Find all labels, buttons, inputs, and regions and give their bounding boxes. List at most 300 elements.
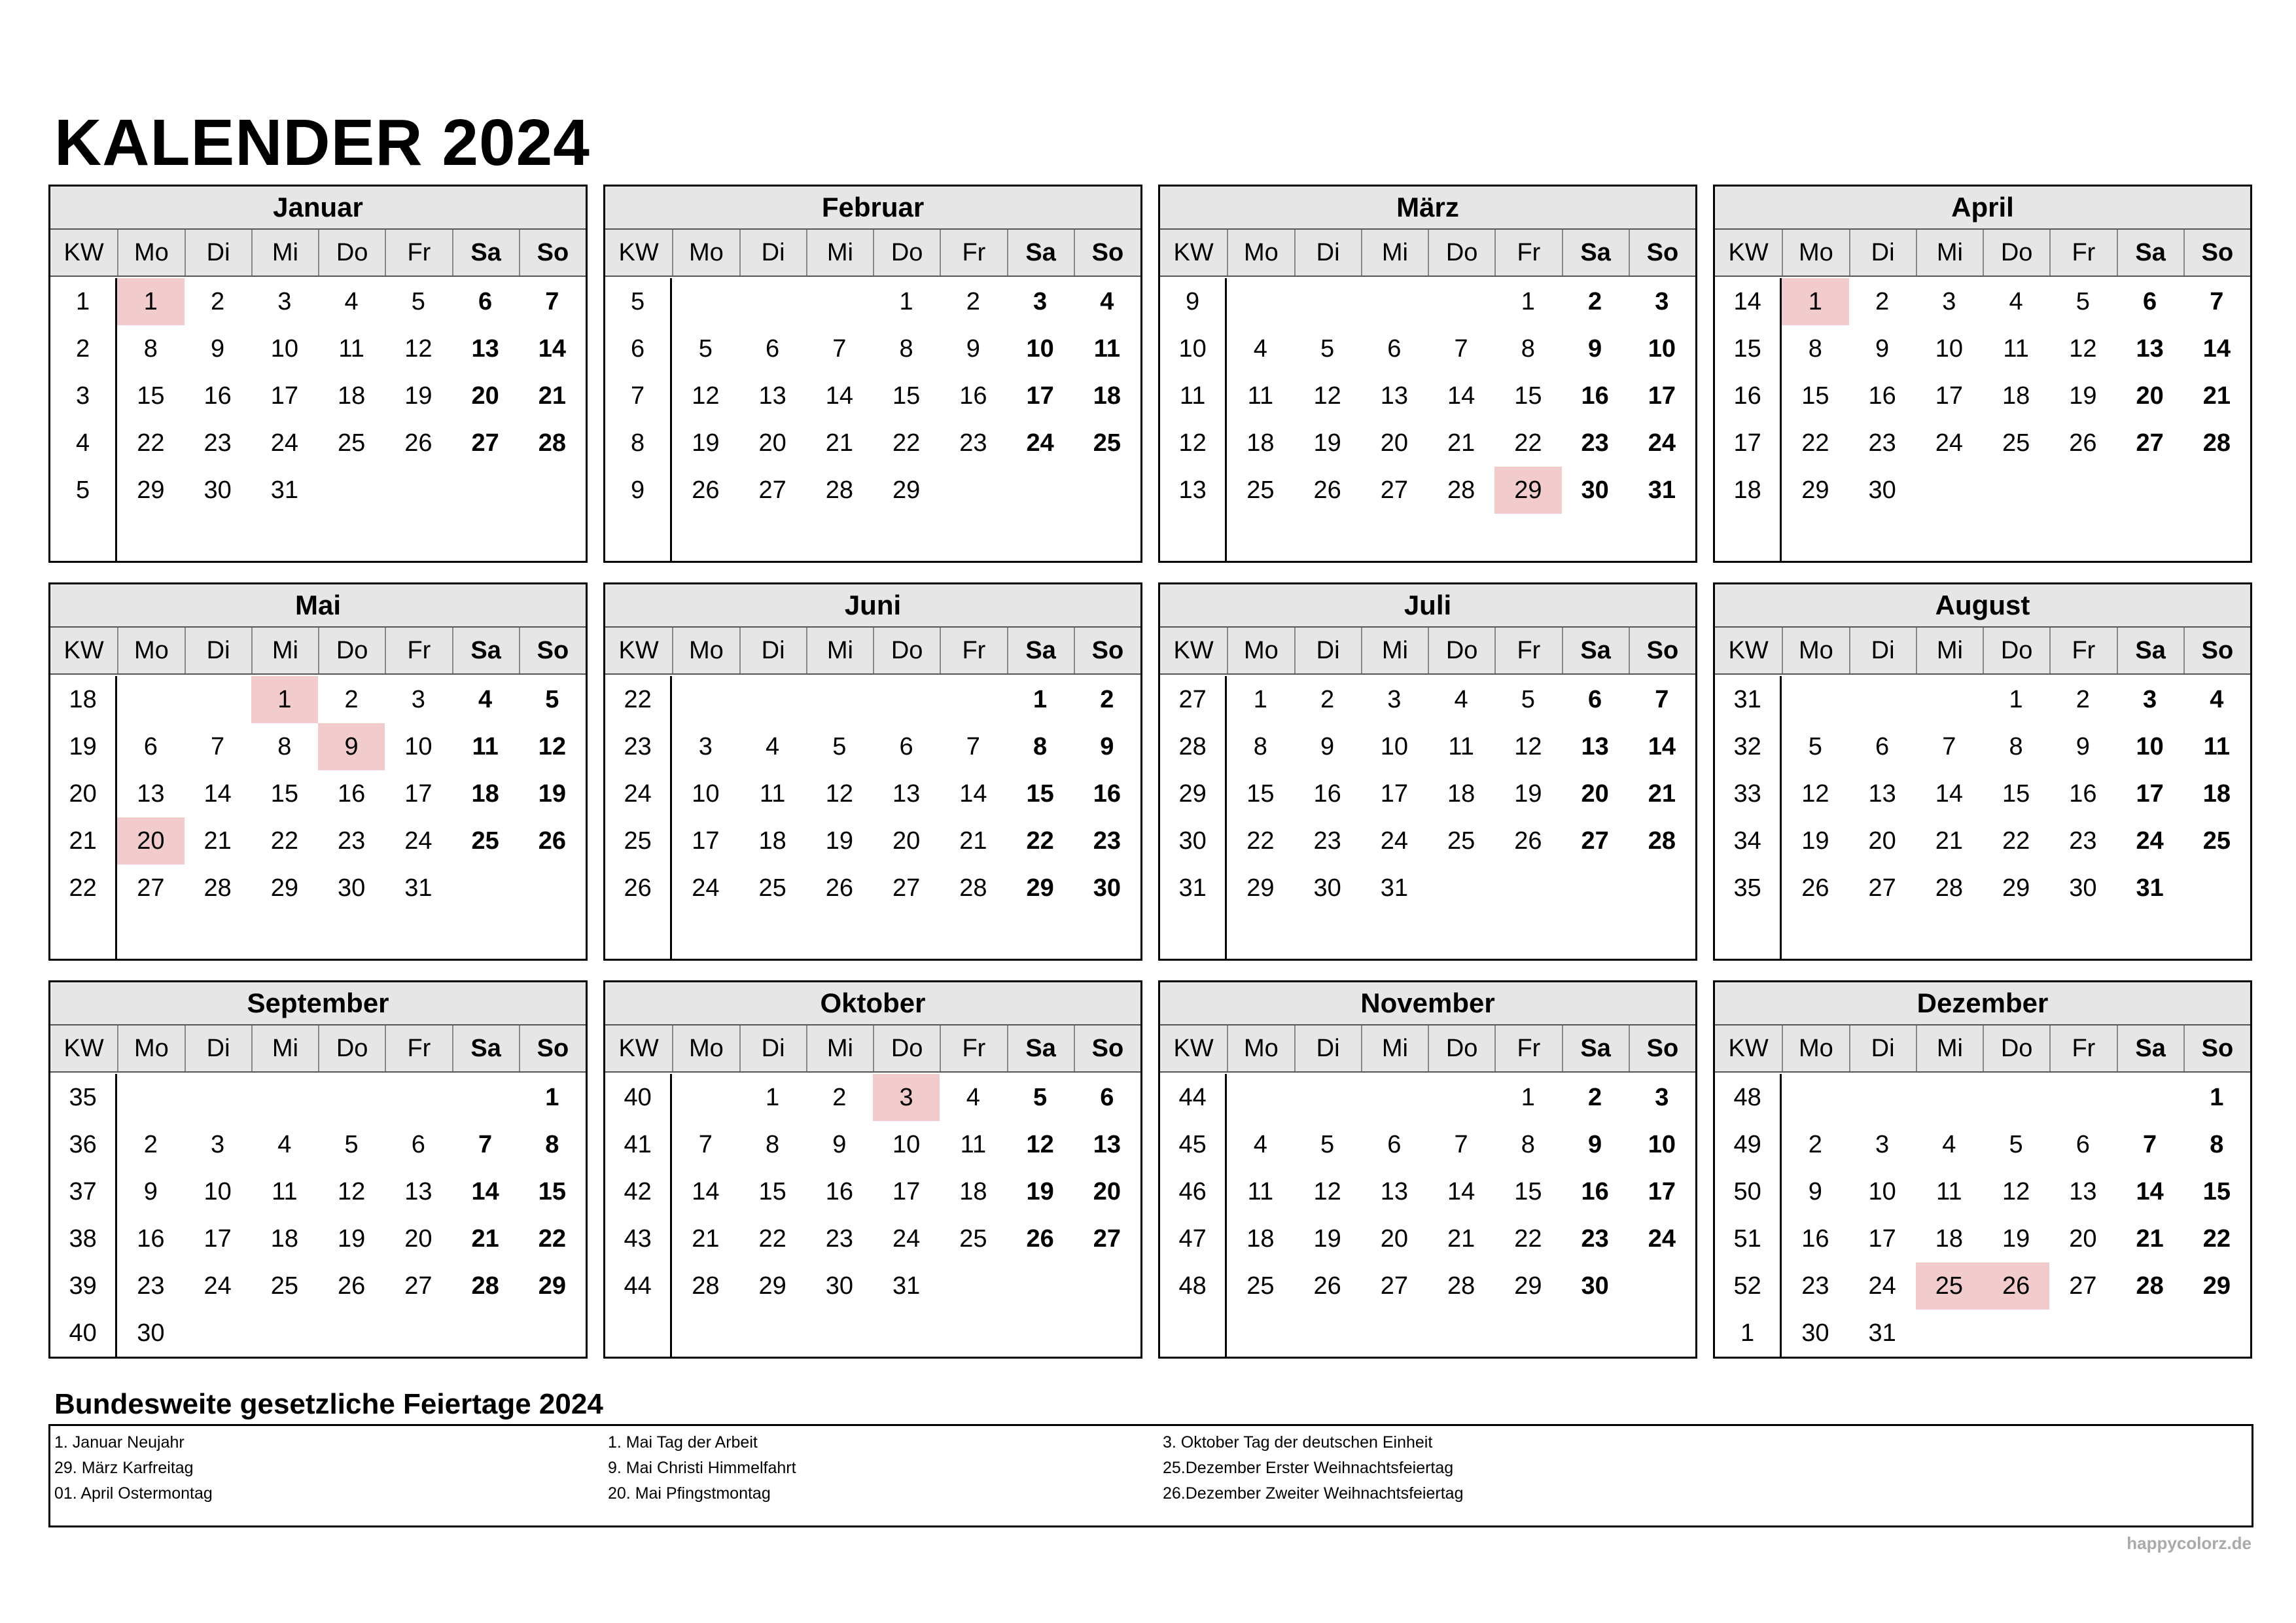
day-cell: 29	[2202, 1272, 2231, 1300]
day-cell	[1849, 514, 1916, 561]
week-number: 51	[1715, 1215, 1782, 1262]
day-cell: 5	[1521, 685, 1535, 713]
day-cell: 29	[758, 1272, 786, 1300]
week-number: 34	[1715, 817, 1782, 865]
weekday-header: Mi	[806, 230, 873, 276]
week-number	[50, 912, 117, 959]
week-number-header: KW	[1160, 628, 1227, 673]
day-cell: 21	[2136, 1224, 2164, 1253]
day-cell	[1428, 1310, 1494, 1357]
day-cell: 12	[2069, 334, 2097, 363]
day-cell	[1983, 912, 2049, 959]
month-days	[1715, 1073, 2250, 1357]
day-cell	[739, 514, 806, 561]
day-cell: 16	[337, 779, 366, 808]
day-cell: 21	[692, 1224, 720, 1253]
weekday-header: Mo	[1782, 1026, 1848, 1071]
day-cell: 26	[692, 476, 720, 504]
month-2	[1158, 185, 1697, 563]
day-cell: 16	[1313, 779, 1341, 808]
day-cell: 4	[277, 1130, 292, 1158]
day-cell	[318, 467, 385, 514]
month-name: Januar	[50, 187, 586, 230]
day-cell: 3	[1875, 1130, 1890, 1158]
day-cell	[1782, 1074, 1848, 1121]
day-cell: 27	[1380, 476, 1409, 504]
day-cell: 8	[1033, 732, 1048, 760]
weekday-header: Sa	[452, 628, 519, 673]
day-cell: 23	[1581, 429, 1609, 457]
weekday-header: So	[1074, 1026, 1140, 1071]
holiday-day-cell: 3	[873, 1074, 940, 1121]
day-cell: 27	[471, 429, 499, 457]
day-cell: 6	[1387, 1130, 1402, 1158]
weekday-header: Do	[318, 230, 385, 276]
week-number: 37	[50, 1168, 117, 1215]
week-number: 25	[605, 817, 672, 865]
week-number: 40	[50, 1310, 117, 1357]
day-cell	[873, 514, 940, 561]
day-cell: 22	[2202, 1224, 2231, 1253]
day-cell: 16	[2069, 779, 2097, 808]
day-cell: 2	[1588, 1083, 1602, 1111]
day-cell: 18	[1447, 779, 1475, 808]
day-cell	[2049, 1074, 2116, 1121]
day-cell: 28	[1447, 1272, 1475, 1300]
day-cell: 11	[1247, 382, 1274, 410]
day-cell	[519, 514, 586, 561]
weekday-header: Mi	[251, 230, 318, 276]
day-cell: 28	[1648, 827, 1676, 855]
week-number: 31	[1160, 865, 1227, 912]
day-cell: 16	[959, 382, 987, 410]
day-cell: 19	[538, 779, 567, 808]
day-cell	[672, 912, 739, 959]
weekday-header: Mo	[672, 1026, 739, 1071]
weekday-header-row	[1160, 1026, 1695, 1073]
week-number: 23	[605, 723, 672, 770]
day-cell: 19	[2069, 382, 2097, 410]
day-cell: 13	[1380, 1177, 1409, 1205]
day-cell: 27	[892, 874, 921, 902]
weekday-header: Mo	[1227, 628, 1294, 673]
day-cell	[1428, 865, 1494, 912]
day-cell: 4	[344, 287, 359, 315]
day-cell	[1983, 1310, 2049, 1357]
week-number: 48	[1160, 1262, 1227, 1310]
week-number: 45	[1160, 1121, 1227, 1168]
weekday-header: Mo	[672, 628, 739, 673]
week-number: 50	[1715, 1168, 1782, 1215]
day-cell: 7	[2210, 287, 2224, 315]
day-cell	[1494, 912, 1561, 959]
weekday-header: Do	[1428, 1026, 1494, 1071]
day-cell: 26	[2069, 429, 2097, 457]
day-cell: 22	[1026, 827, 1054, 855]
day-cell: 13	[404, 1177, 433, 1205]
day-cell: 20	[892, 827, 921, 855]
week-number: 35	[1715, 865, 1782, 912]
weekday-header: Mi	[1361, 628, 1428, 673]
day-cell: 9	[2075, 732, 2090, 760]
day-cell: 7	[478, 1130, 493, 1158]
day-cell	[318, 514, 385, 561]
day-cell: 16	[825, 1177, 854, 1205]
day-cell: 14	[471, 1177, 499, 1205]
week-number-header: KW	[1160, 1026, 1227, 1071]
day-cell: 30	[137, 1319, 165, 1347]
month-9	[603, 980, 1142, 1359]
holiday-entry: 1. Januar Neujahr	[54, 1433, 185, 1452]
day-cell: 31	[270, 476, 299, 504]
week-number: 18	[1715, 467, 1782, 514]
day-cell	[806, 514, 873, 561]
day-cell: 18	[2002, 382, 2030, 410]
holiday-day-cell: 9	[318, 723, 385, 770]
day-cell: 26	[538, 827, 567, 855]
day-cell: 8	[899, 334, 913, 363]
month-name: Oktober	[605, 982, 1140, 1026]
week-number: 22	[605, 676, 672, 723]
day-cell	[117, 1074, 184, 1121]
day-cell: 29	[1801, 476, 1829, 504]
day-cell: 15	[1514, 1177, 1542, 1205]
day-cell	[1562, 514, 1629, 561]
day-cell: 28	[1447, 476, 1475, 504]
day-cell	[185, 1310, 251, 1357]
week-number: 47	[1160, 1215, 1227, 1262]
day-cell: 15	[538, 1177, 567, 1205]
day-cell	[1782, 676, 1848, 723]
day-cell: 12	[2002, 1177, 2030, 1205]
day-cell: 7	[1655, 685, 1669, 713]
holiday-day-cell: 1	[251, 676, 318, 723]
day-cell	[1294, 278, 1361, 325]
day-cell: 17	[1935, 382, 1964, 410]
day-cell	[1629, 1262, 1695, 1310]
day-cell: 15	[270, 779, 299, 808]
day-cell: 4	[1942, 1130, 1956, 1158]
day-cell: 15	[2002, 779, 2030, 808]
day-cell: 15	[892, 382, 921, 410]
day-cell: 8	[1808, 334, 1822, 363]
day-cell	[2049, 467, 2116, 514]
day-cell	[251, 1310, 318, 1357]
day-cell: 27	[1093, 1224, 1122, 1253]
month-8	[48, 980, 588, 1359]
week-number: 49	[1715, 1121, 1782, 1168]
weekday-header: Mi	[1361, 1026, 1428, 1071]
day-cell: 21	[2202, 382, 2231, 410]
weekday-header: Mo	[1782, 628, 1848, 673]
day-cell	[940, 676, 1006, 723]
day-cell: 2	[1875, 287, 1890, 315]
day-cell: 10	[1935, 334, 1964, 363]
weekday-header: Fr	[1494, 1026, 1561, 1071]
day-cell: 27	[1868, 874, 1896, 902]
week-number: 9	[1160, 278, 1227, 325]
weekday-header: Do	[1428, 628, 1494, 673]
day-cell: 21	[203, 827, 232, 855]
month-name: April	[1715, 187, 2250, 230]
day-cell: 26	[825, 874, 854, 902]
day-cell: 20	[471, 382, 499, 410]
week-number: 4	[50, 419, 117, 467]
day-cell: 19	[1313, 429, 1341, 457]
day-cell	[1916, 514, 1983, 561]
day-cell: 22	[892, 429, 921, 457]
day-cell: 31	[404, 874, 433, 902]
day-cell: 26	[404, 429, 433, 457]
day-cell: 19	[1514, 779, 1542, 808]
day-cell: 17	[404, 779, 433, 808]
day-cell: 23	[959, 429, 987, 457]
day-cell	[1294, 514, 1361, 561]
day-cell	[2183, 514, 2250, 561]
day-cell: 5	[698, 334, 713, 363]
day-cell: 10	[270, 334, 299, 363]
day-cell: 29	[2002, 874, 2030, 902]
day-cell: 12	[404, 334, 433, 363]
weekday-header: Di	[1849, 1026, 1916, 1071]
week-number: 5	[50, 467, 117, 514]
weekday-header-row	[1160, 230, 1695, 277]
day-cell: 5	[1033, 1083, 1048, 1111]
day-cell: 26	[1514, 827, 1542, 855]
weekday-header: Fr	[2049, 1026, 2116, 1071]
day-cell: 3	[1942, 287, 1956, 315]
footer-credit: happycolorz.de	[2127, 1533, 2252, 1553]
day-cell: 14	[692, 1177, 720, 1205]
day-cell: 5	[1320, 1130, 1335, 1158]
day-cell: 17	[1868, 1224, 1896, 1253]
day-cell: 1	[766, 1083, 780, 1111]
month-name: März	[1160, 187, 1695, 230]
day-cell: 15	[1801, 382, 1829, 410]
day-cell: 2	[1808, 1130, 1822, 1158]
week-number: 44	[1160, 1074, 1227, 1121]
day-cell: 1	[899, 287, 913, 315]
weekday-header: Fr	[385, 628, 451, 673]
day-cell: 14	[203, 779, 232, 808]
day-cell: 28	[2136, 1272, 2164, 1300]
day-cell	[251, 514, 318, 561]
weekday-header: Fr	[2049, 628, 2116, 673]
day-cell: 2	[832, 1083, 847, 1111]
week-number-header: KW	[605, 230, 672, 276]
day-cell: 30	[1801, 1319, 1829, 1347]
day-cell	[2049, 1310, 2116, 1357]
day-cell: 12	[1801, 779, 1829, 808]
day-cell	[452, 1310, 519, 1357]
day-cell: 22	[2002, 827, 2030, 855]
day-cell: 20	[1581, 779, 1609, 808]
month-days	[50, 1073, 586, 1357]
weekday-header: Di	[1849, 230, 1916, 276]
day-cell: 21	[1447, 429, 1475, 457]
day-cell: 8	[766, 1130, 780, 1158]
month-3	[1713, 185, 2252, 563]
day-cell: 20	[758, 429, 786, 457]
holidays-box	[48, 1424, 2253, 1527]
day-cell	[1361, 514, 1428, 561]
day-cell: 24	[404, 827, 433, 855]
day-cell	[1294, 1074, 1361, 1121]
day-cell: 9	[1588, 1130, 1602, 1158]
weekday-header: Mi	[1916, 1026, 1983, 1071]
weekday-header: Mo	[117, 628, 184, 673]
weekday-header-row	[50, 628, 586, 675]
day-cell	[1629, 1310, 1695, 1357]
day-cell	[1983, 467, 2049, 514]
holiday-day-cell: 1	[1782, 278, 1848, 325]
day-cell: 29	[270, 874, 299, 902]
day-cell: 6	[411, 1130, 425, 1158]
day-cell	[1074, 467, 1140, 514]
day-cell: 16	[1868, 382, 1896, 410]
day-cell: 28	[1935, 874, 1964, 902]
week-number: 1	[1715, 1310, 1782, 1357]
weekday-header: Do	[1428, 230, 1494, 276]
day-cell: 22	[1514, 429, 1542, 457]
week-number: 36	[50, 1121, 117, 1168]
day-cell: 9	[1100, 732, 1114, 760]
day-cell: 7	[545, 287, 559, 315]
day-cell	[2117, 467, 2183, 514]
day-cell: 15	[758, 1177, 786, 1205]
day-cell: 18	[1246, 429, 1275, 457]
day-cell: 9	[1588, 334, 1602, 363]
day-cell	[251, 1074, 318, 1121]
day-cell: 28	[2202, 429, 2231, 457]
weekday-header: Fr	[940, 628, 1006, 673]
week-number: 39	[50, 1262, 117, 1310]
day-cell: 18	[337, 382, 366, 410]
day-cell: 12	[1026, 1130, 1054, 1158]
day-cell: 17	[203, 1224, 232, 1253]
month-days	[50, 277, 586, 561]
weekday-header: Mi	[251, 1026, 318, 1071]
day-cell: 13	[892, 779, 921, 808]
day-cell: 2	[1320, 685, 1335, 713]
week-number: 29	[1160, 770, 1227, 817]
day-cell: 17	[892, 1177, 921, 1205]
week-number: 12	[1160, 419, 1227, 467]
day-cell: 15	[137, 382, 165, 410]
day-cell	[1428, 912, 1494, 959]
weekday-header-row	[1715, 628, 2250, 675]
week-number: 48	[1715, 1074, 1782, 1121]
day-cell: 3	[1655, 1083, 1669, 1111]
week-number: 5	[605, 278, 672, 325]
day-cell	[940, 1310, 1006, 1357]
day-cell	[185, 912, 251, 959]
day-cell: 21	[1648, 779, 1676, 808]
day-cell: 18	[758, 827, 786, 855]
day-cell: 8	[277, 732, 292, 760]
day-cell	[2117, 514, 2183, 561]
holiday-day-cell: 29	[1494, 467, 1561, 514]
week-number: 35	[50, 1074, 117, 1121]
holidays-column-1	[54, 1430, 213, 1507]
month-days	[605, 277, 1140, 561]
weekday-header: Fr	[385, 1026, 451, 1071]
weekday-header: Do	[873, 230, 940, 276]
month-name: Februar	[605, 187, 1140, 230]
week-number: 33	[1715, 770, 1782, 817]
day-cell	[2117, 1310, 2183, 1357]
week-number: 1	[50, 278, 117, 325]
day-cell: 23	[337, 827, 366, 855]
day-cell: 10	[203, 1177, 232, 1205]
day-cell	[1227, 1310, 1294, 1357]
week-number-header: KW	[605, 628, 672, 673]
day-cell: 23	[203, 429, 232, 457]
day-cell: 24	[692, 874, 720, 902]
month-days	[1160, 675, 1695, 959]
holiday-entry: 3. Oktober Tag der deutschen Einheit	[1163, 1433, 1433, 1452]
weekday-header: Do	[1983, 1026, 2049, 1071]
day-cell: 31	[1868, 1319, 1896, 1347]
day-cell: 8	[1521, 334, 1535, 363]
day-cell	[1916, 1074, 1983, 1121]
weekday-header: Do	[318, 628, 385, 673]
day-cell: 30	[203, 476, 232, 504]
day-cell: 31	[1648, 476, 1676, 504]
weekday-header-row	[605, 230, 1140, 277]
weekday-header: So	[1074, 230, 1140, 276]
month-days	[605, 675, 1140, 959]
day-cell: 25	[471, 827, 499, 855]
day-cell: 28	[825, 476, 854, 504]
day-cell: 20	[1380, 1224, 1409, 1253]
day-cell: 12	[692, 382, 720, 410]
day-cell: 6	[1387, 334, 1402, 363]
weekday-header: Fr	[1494, 230, 1561, 276]
day-cell: 19	[1026, 1177, 1054, 1205]
day-cell: 22	[758, 1224, 786, 1253]
month-11	[1713, 980, 2252, 1359]
day-cell	[1916, 1310, 1983, 1357]
holiday-entry: 29. März Karfreitag	[54, 1459, 194, 1477]
holiday-day-cell: 1	[117, 278, 184, 325]
day-cell: 30	[1093, 874, 1122, 902]
holiday-entry: 01. April Ostermontag	[54, 1484, 213, 1503]
day-cell: 25	[270, 1272, 299, 1300]
day-cell: 12	[538, 732, 567, 760]
day-cell: 30	[2069, 874, 2097, 902]
day-cell: 3	[211, 1130, 225, 1158]
day-cell	[1629, 912, 1695, 959]
day-cell	[1227, 278, 1294, 325]
day-cell: 20	[404, 1224, 433, 1253]
weekday-header: Di	[185, 230, 251, 276]
day-cell: 18	[270, 1224, 299, 1253]
week-number: 46	[1160, 1168, 1227, 1215]
weekday-header: Fr	[385, 230, 451, 276]
day-cell: 20	[1868, 827, 1896, 855]
day-cell	[1782, 514, 1848, 561]
weekday-header: Di	[1849, 628, 1916, 673]
month-days	[1715, 277, 2250, 561]
day-cell: 27	[2069, 1272, 2097, 1300]
holidays-column-3	[1163, 1430, 1463, 1507]
weekday-header: Di	[185, 628, 251, 673]
weekday-header: Mi	[1361, 230, 1428, 276]
day-cell	[452, 865, 519, 912]
day-cell: 1	[545, 1083, 559, 1111]
day-cell: 22	[1514, 1224, 1542, 1253]
